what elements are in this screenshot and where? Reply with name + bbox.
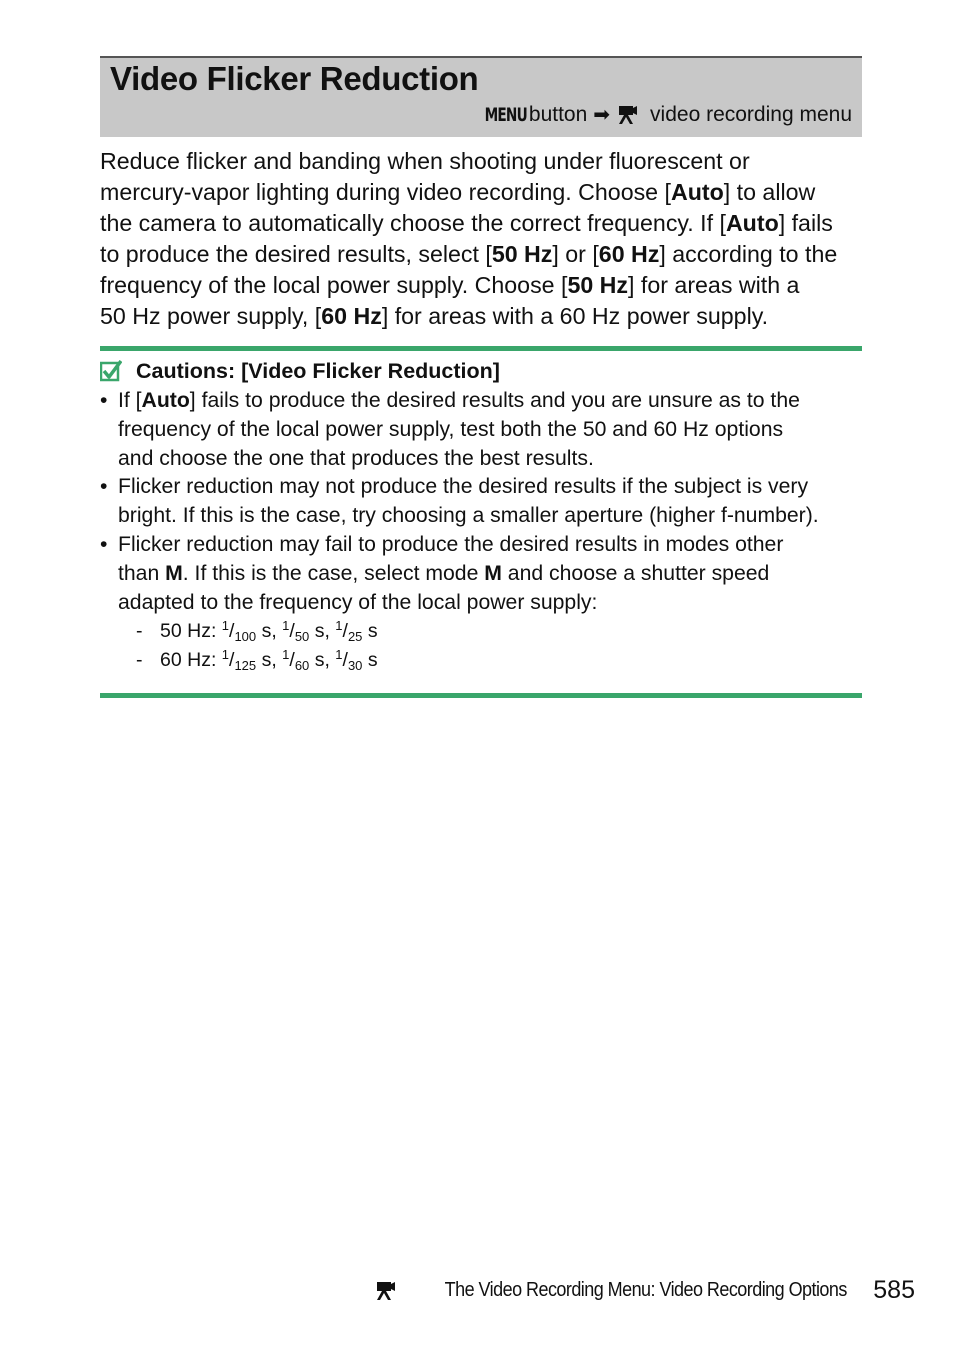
text: ] or [: [552, 241, 599, 267]
intro-line: [100, 270, 870, 301]
text: Reduce flicker and banding when shooting under fluorescent or: [100, 148, 750, 174]
text: ] for areas with a 60 Hz power supply.: [381, 303, 769, 329]
option-label: Auto: [725, 210, 779, 236]
text: Flicker reduction may not produce the desired results if the subject is very: [118, 475, 809, 499]
intro-paragraph: [100, 146, 870, 332]
text: adapted to the frequency of the local power supply:: [118, 590, 598, 614]
text: frequency of the local power supply. Choose [: [100, 272, 568, 298]
page-footer: [374, 1276, 915, 1305]
intro-line: [100, 239, 870, 270]
text: the camera to automatically choose the correct frequency. If [: [100, 210, 726, 236]
option-label: 60 Hz: [321, 303, 382, 329]
text: . If this is the case, select mode: [182, 561, 485, 585]
bullet-dot: •: [100, 532, 108, 556]
denominator: 30: [347, 658, 363, 674]
shutter-speed: $^1/_{125}$ s: [221, 647, 272, 674]
numerator: 1: [221, 618, 230, 634]
menu-path: [474, 102, 852, 127]
frequency-label: 60 Hz:: [160, 649, 217, 672]
video-camera-icon: [374, 1281, 396, 1301]
text: mercury-vapor lighting during video recording. Choose [: [100, 179, 671, 205]
button-label: button: [528, 102, 588, 126]
speed-row: - 60 Hz: $^1/_{125}$ s, $^1/_{60}$ s, $^1/_{30}$ s: [136, 647, 378, 674]
numerator: 1: [335, 647, 343, 663]
shutter-speed: $^1/_{50}$ s: [282, 618, 325, 645]
caution-top-rule: [100, 346, 862, 351]
option-auto: Auto: [141, 389, 190, 412]
arrow-icon: ➡: [593, 104, 611, 126]
list-item: [100, 387, 880, 473]
video-camera-icon: [616, 105, 638, 125]
bullet-dot: •: [100, 475, 108, 499]
numerator: 1: [282, 618, 290, 634]
text: ] according to the: [659, 241, 838, 267]
text: ] for areas with a: [628, 272, 800, 298]
shutter-speed: $^1/_{25}$ s: [335, 618, 378, 645]
text: bright. If this is the case, try choosing a smaller aperture (higher f-number).: [118, 504, 819, 528]
text: and choose the one that produces the best results.: [118, 446, 594, 470]
unit: s: [314, 620, 325, 643]
frequency-label: 50 Hz:: [160, 620, 217, 643]
shutter-speed-list: [118, 617, 880, 675]
option-label: Auto: [670, 179, 724, 205]
text: ] to allow: [723, 179, 816, 205]
list-item: [100, 473, 880, 531]
text: than: [118, 561, 166, 585]
menu-key-label: MENU: [484, 103, 527, 126]
destination-label: video recording menu: [650, 102, 852, 126]
caution-box: [100, 355, 880, 675]
mode-m: M: [165, 561, 183, 585]
speed-row: - 50 Hz: $^1/_{100}$ s, $^1/_{50}$ s, $^1/_{25}$ s: [136, 618, 378, 645]
denominator: 125: [234, 658, 257, 674]
dash-marker: -: [136, 620, 143, 643]
intro-line: [100, 301, 870, 332]
mode-m: M: [484, 561, 502, 585]
text: to produce the desired results, select [: [100, 241, 492, 267]
shutter-speed: $^1/_{60}$ s: [282, 647, 325, 674]
shutter-speed: $^1/_{30}$ s: [335, 647, 378, 674]
section-header: [100, 56, 862, 137]
text: frequency of the local power supply, test both the 50 and 60 Hz options: [118, 417, 784, 441]
caution-bottom-rule: [100, 693, 862, 698]
caution-heading: [100, 355, 880, 387]
unit: s: [367, 649, 378, 672]
intro-line: [100, 146, 870, 177]
unit: s: [314, 649, 325, 672]
list-item: [100, 531, 880, 675]
caution-list: [100, 387, 880, 675]
denominator: 25: [347, 629, 363, 645]
page-title: Video Flicker Reduction: [110, 60, 479, 97]
page-number: 585: [873, 1276, 915, 1304]
dash-marker: -: [136, 649, 143, 672]
option-label: 50 Hz: [567, 272, 629, 298]
text: If [: [118, 389, 142, 412]
text: ] fails to produce the desired results and you are unsure as to the: [189, 389, 800, 412]
option-label: 50 Hz: [491, 241, 553, 267]
unit: s: [261, 620, 272, 643]
intro-line: [100, 177, 870, 208]
text: ] fails: [778, 210, 833, 236]
option-label: 60 Hz: [598, 241, 660, 267]
denominator: 50: [294, 629, 310, 645]
bullet-dot: •: [100, 389, 108, 412]
text: 50 Hz power supply, [: [100, 303, 322, 329]
check-icon: [100, 360, 122, 382]
shutter-speed: $^1/_{100}$ s: [221, 618, 272, 645]
unit: s: [261, 649, 272, 672]
intro-line: [100, 208, 870, 239]
text: and choose a shutter speed: [501, 561, 770, 585]
numerator: 1: [221, 647, 230, 663]
text: Flicker reduction may fail to produce the desired results in modes other: [118, 532, 784, 556]
numerator: 1: [282, 647, 290, 663]
denominator: 60: [294, 658, 310, 674]
footer-section-title: The Video Recording Menu: Video Recording Options: [445, 1279, 848, 1301]
caution-title: Cautions: [Video Flicker Reduction]: [136, 358, 500, 383]
numerator: 1: [335, 618, 343, 634]
unit: s: [367, 620, 378, 643]
denominator: 100: [234, 629, 257, 645]
